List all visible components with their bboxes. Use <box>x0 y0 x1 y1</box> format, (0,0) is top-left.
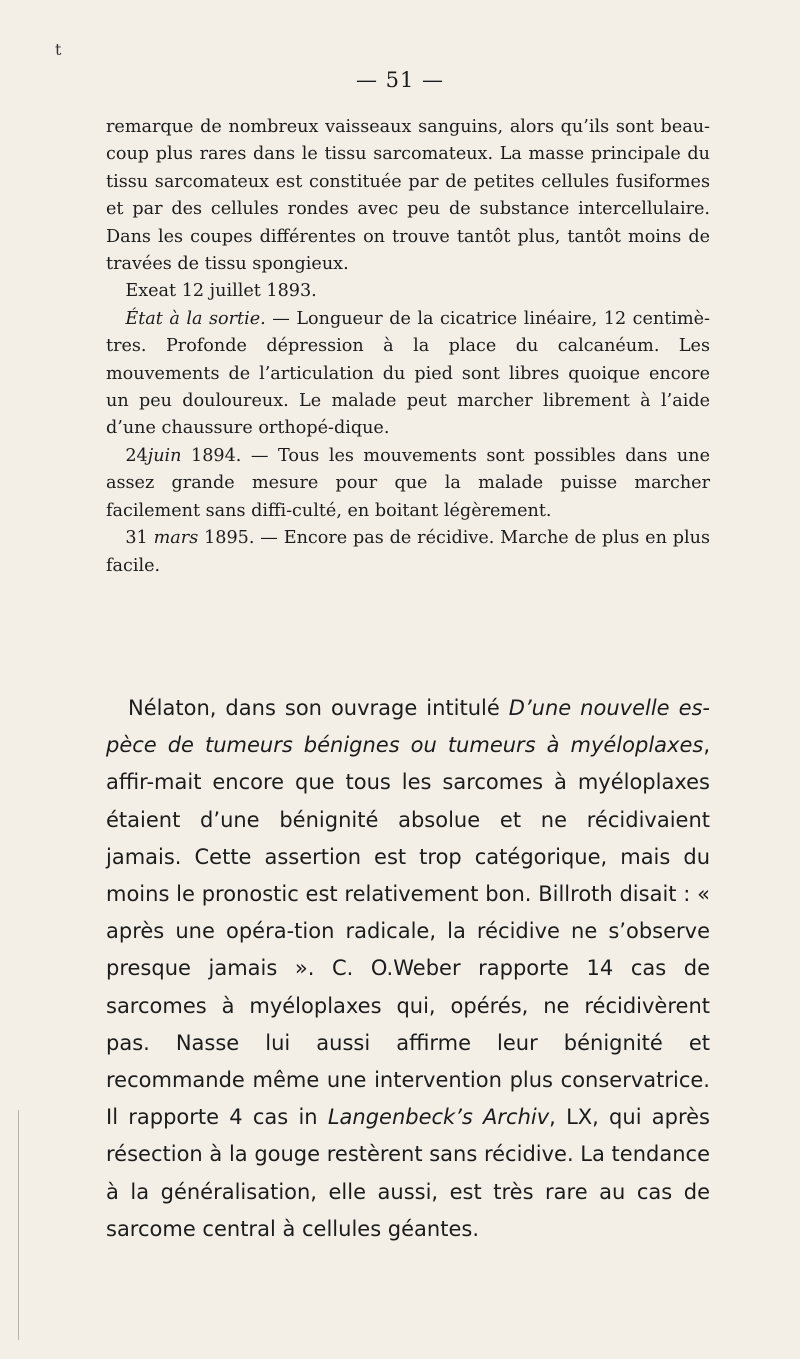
etat-text: — Longueur de la cicatrice linéaire, 12 centimè-tres. Profonde dépression à la place du calcanéum. Les mouvements de l’articulation du pied sont libres quoique encore un peu douloureux. Le malade peut marcher librement à l’aide d’une chaussure orthopé-dique. <box>106 308 710 439</box>
juin-paragraph <box>106 443 710 525</box>
journal-title: Langenbeck’s Archiv <box>327 1105 550 1130</box>
book-title: D’une nouvelle es-pèce de tumeurs bénignes ou tumeurs à myéloplaxes <box>106 696 711 758</box>
case-notes-block <box>106 114 710 580</box>
main-paragraph <box>106 690 710 1248</box>
main-text-block <box>106 690 710 1248</box>
page-corner-mark: t <box>55 40 62 59</box>
juin-text: 1894. — Tous les mouvements sont possibles dans une assez grande mesure pour que la malade puisse marcher facilement sans diffi-culté, en boitant légèrement. <box>106 445 710 521</box>
juin-month: juin <box>147 445 182 466</box>
page-number: — 51 — <box>355 68 445 92</box>
mars-month: mars <box>153 528 199 549</box>
case-notes-paragraph: remarque de nombreux vaisseaux sanguins, alors qu’ils sont beau-coup plus rares dans le tissu sarcomateux. La masse principale du tissu sarcomateux est constituée par de petites cellules fusiformes et par des cellules rondes avec peu de substance intercellulaire. Dans les coupes différentes on trouve tantôt plus, tantôt moins de travées de tissu spongieux. <box>106 117 710 275</box>
etat-paragraph <box>106 306 710 443</box>
etat-label: État à la sortie. <box>125 308 266 329</box>
main-text-part2: , affir-mait encore que tous les sarcomes à myéloplaxes étaient d’une bénignité absolue et ne récidivaient jamais. Cette assertion est trop catégorique, mais du moins le pronostic est relativement bon. Billroth disait : « après une opéra-tion radicale, la récidive ne s’observe presque jamais ». C. O.Weber rapporte 14 cas de sarcomes à myéloplaxes qui, opérés, ne récidivèrent pas. Nasse lui aussi affirme leur bénignité et recommande même une intervention plus conservatrice. Il rapporte 4 cas in <box>106 733 710 1130</box>
exeat-line: Exeat 12 juillet 1893. <box>125 281 317 302</box>
mars-day: 31 <box>125 528 154 549</box>
juin-day: 24 <box>125 445 148 466</box>
main-text-part3: , LX, qui après résection à la gouge restèrent sans récidive. La tendance à la généralisation, elle aussi, est très rare au cas de sarcome central à cellules géantes. <box>106 1105 710 1241</box>
mars-text: 1895. — Encore pas de récidive. Marche de plus en plus facile. <box>106 528 710 576</box>
main-text-part1: Nélaton, dans son ouvrage intitulé <box>128 696 509 720</box>
mars-paragraph <box>106 525 710 580</box>
page-edge-line <box>18 1110 19 1340</box>
